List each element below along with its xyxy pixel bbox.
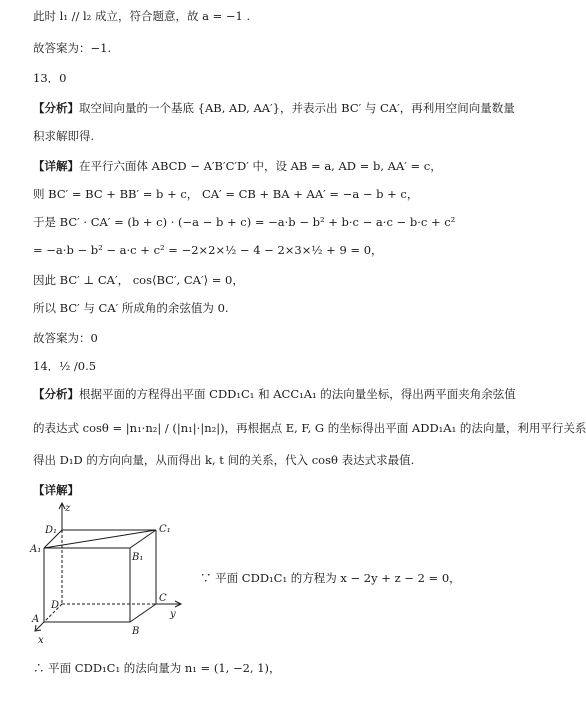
- label-c: C: [159, 593, 167, 604]
- label-a1: A₁: [30, 544, 42, 555]
- label-c1: C₁: [159, 524, 171, 535]
- text-line-7: 则 BC′ = BC + BB′ = b + c， CA′ = CB + BA + AA′ = −a − b + c，: [33, 187, 419, 201]
- text-line-19: ∴ 平面 CDD₁C₁ 的法向量为 n₁ = (1, −2, 1)，: [33, 661, 281, 675]
- edge-a1c1: [44, 530, 156, 548]
- text-line-17: 【详解】: [33, 483, 79, 497]
- edge-c1b1: [130, 530, 156, 548]
- text-line-15: 的表达式 cosθ = |n₁·n₂| / (|n₁|·|n₂|)，再根据点 E, F, G 的坐标得出平面 ADD₁A₁ 的法向量，利用平行关系: [33, 421, 586, 435]
- text-line-4: [33, 100, 515, 116]
- label-y: y: [170, 609, 176, 620]
- text-line-5: 积求解即得.: [33, 129, 95, 143]
- analysis-tag-2: 【分析】: [33, 387, 79, 401]
- text-line-10: 因此 BC′ ⊥ CA′， cos⟨BC′, CA′⟩ = 0，: [33, 273, 244, 287]
- analysis-text-2: 根据平面的方程得出平面 CDD₁C₁ 和 ACC₁A₁ 的法向量坐标，得出两平面夹角余弦值: [79, 387, 516, 401]
- label-d1: D₁: [45, 525, 58, 536]
- label-b1: B₁: [132, 552, 144, 563]
- label-z: z: [65, 503, 71, 514]
- analysis-text: 取空间向量的一个基底 {AB, AD, AA′}，并表示出 BC′ 与 CA′，再利用空间向量数量: [79, 101, 515, 115]
- text-line-8: 于是 BC′ · CA′ = (b + c) · (−a − b + c) = −a·b − b² + b·c − a·c − b·c + c²: [33, 215, 456, 229]
- text-line-18: ∵ 平面 CDD₁C₁ 的方程为 x − 2y + z − 2 = 0，: [200, 571, 461, 585]
- text-line-16: 得出 D₁D 的方向向量，从而得出 k, t 间的关系，代入 cosθ 表达式求最值.: [33, 453, 415, 467]
- label-a: A: [32, 614, 40, 625]
- text-line-1: 此时 l₁ // l₂ 成立，符合题意，故 a = −1 .: [33, 9, 251, 23]
- text-line-2: 故答案为：−1.: [33, 41, 112, 55]
- text-line-11: 所以 BC′ 与 CA′ 所成角的余弦值为 0.: [33, 301, 229, 315]
- detail-tag: 【详解】: [33, 159, 79, 173]
- text-line-13: 14．½ /0.5: [33, 359, 97, 373]
- edge-bc: [130, 604, 156, 622]
- label-x: x: [38, 635, 44, 646]
- label-d: D: [51, 600, 60, 611]
- text-line-14: [33, 386, 516, 402]
- text-line-6: [33, 158, 442, 174]
- label-b: B: [132, 626, 140, 637]
- analysis-tag: 【分析】: [33, 101, 79, 115]
- text-line-12: 故答案为：0: [33, 331, 98, 345]
- cube-figure: [30, 500, 190, 652]
- text-line-9: = −a·b − b² − a·c + c² = −2×2×½ − 4 − 2×3×½ + 9 = 0，: [33, 243, 383, 257]
- detail-text: 在平行六面体 ABCD − A′B′C′D′ 中，设 AB = a, AD = b, AA′ = c，: [79, 159, 442, 173]
- text-line-3: 13．0: [33, 71, 67, 85]
